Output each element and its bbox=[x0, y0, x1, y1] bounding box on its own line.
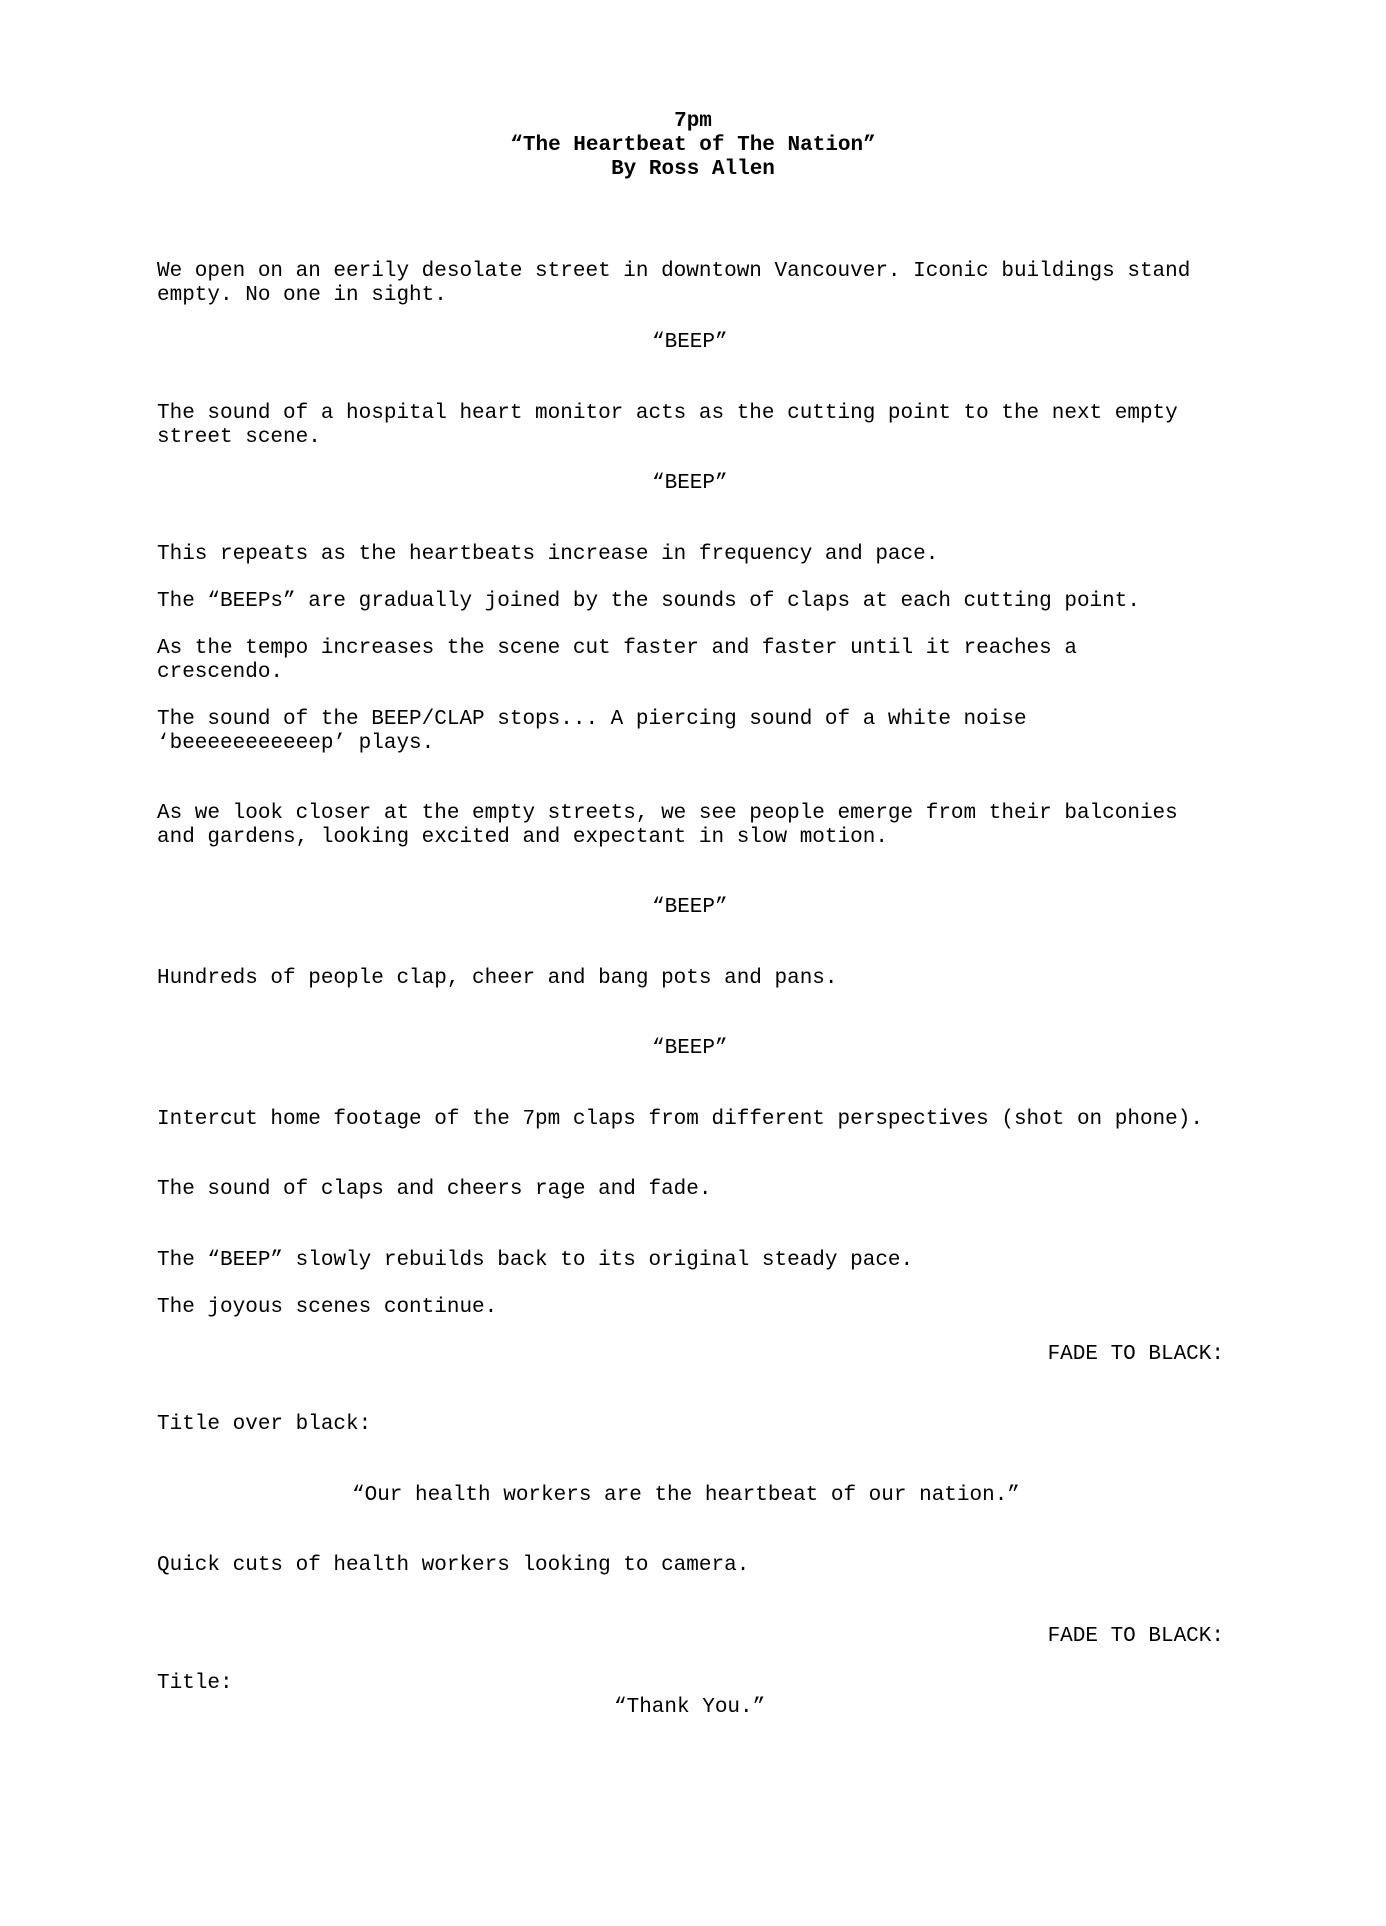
header-time: 7pm bbox=[674, 110, 712, 133]
sound-cue: “BEEP” bbox=[652, 1037, 728, 1060]
script-title: “The Heartbeat of The Nation” bbox=[510, 134, 876, 157]
action-line: The sound of claps and cheers rage and fade. bbox=[157, 1178, 712, 1201]
action-line: The joyous scenes continue. bbox=[157, 1296, 498, 1319]
action-line: Title over black: bbox=[157, 1413, 372, 1436]
action-line: We open on an eerily desolate street in downtown Vancouver. Iconic buildings stand bbox=[157, 260, 1191, 283]
action-line: Quick cuts of health workers looking to camera. bbox=[157, 1554, 750, 1577]
action-line: As the tempo increases the scene cut faster and faster until it reaches a bbox=[157, 637, 1077, 660]
action-line: Title: bbox=[157, 1672, 233, 1695]
transition: FADE TO BLACK: bbox=[1047, 1343, 1224, 1366]
action-line: street scene. bbox=[157, 426, 321, 449]
action-line: and gardens, looking excited and expectant in slow motion. bbox=[157, 826, 888, 849]
action-line: This repeats as the heartbeats increase in frequency and pace. bbox=[157, 543, 939, 566]
sound-cue: “BEEP” bbox=[652, 472, 728, 495]
title-card-quote: “Our health workers are the heartbeat of our nation.” bbox=[352, 1484, 1020, 1507]
action-line: ‘beeeeeeeeeeep’ plays. bbox=[157, 732, 435, 755]
action-line: Intercut home footage of the 7pm claps from different perspectives (shot on phone). bbox=[157, 1108, 1203, 1131]
action-line: The “BEEPs” are gradually joined by the sounds of claps at each cutting point. bbox=[157, 590, 1140, 613]
sound-cue: “BEEP” bbox=[652, 331, 728, 354]
action-line: The sound of a hospital heart monitor acts as the cutting point to the next empty bbox=[157, 402, 1178, 425]
action-line: crescendo. bbox=[157, 661, 284, 684]
action-line: As we look closer at the empty streets, we see people emerge from their balconies bbox=[157, 802, 1178, 825]
byline: By Ross Allen bbox=[611, 158, 775, 181]
action-line: Hundreds of people clap, cheer and bang pots and pans. bbox=[157, 967, 838, 990]
sound-cue: “BEEP” bbox=[652, 896, 728, 919]
action-line: empty. No one in sight. bbox=[157, 284, 447, 307]
action-line: The “BEEP” slowly rebuilds back to its original steady pace. bbox=[157, 1249, 914, 1272]
transition: FADE TO BLACK: bbox=[1047, 1625, 1224, 1648]
action-line: The sound of the BEEP/CLAP stops... A piercing sound of a white noise bbox=[157, 708, 1027, 731]
title-card-thanks: “Thank You.” bbox=[614, 1696, 766, 1719]
